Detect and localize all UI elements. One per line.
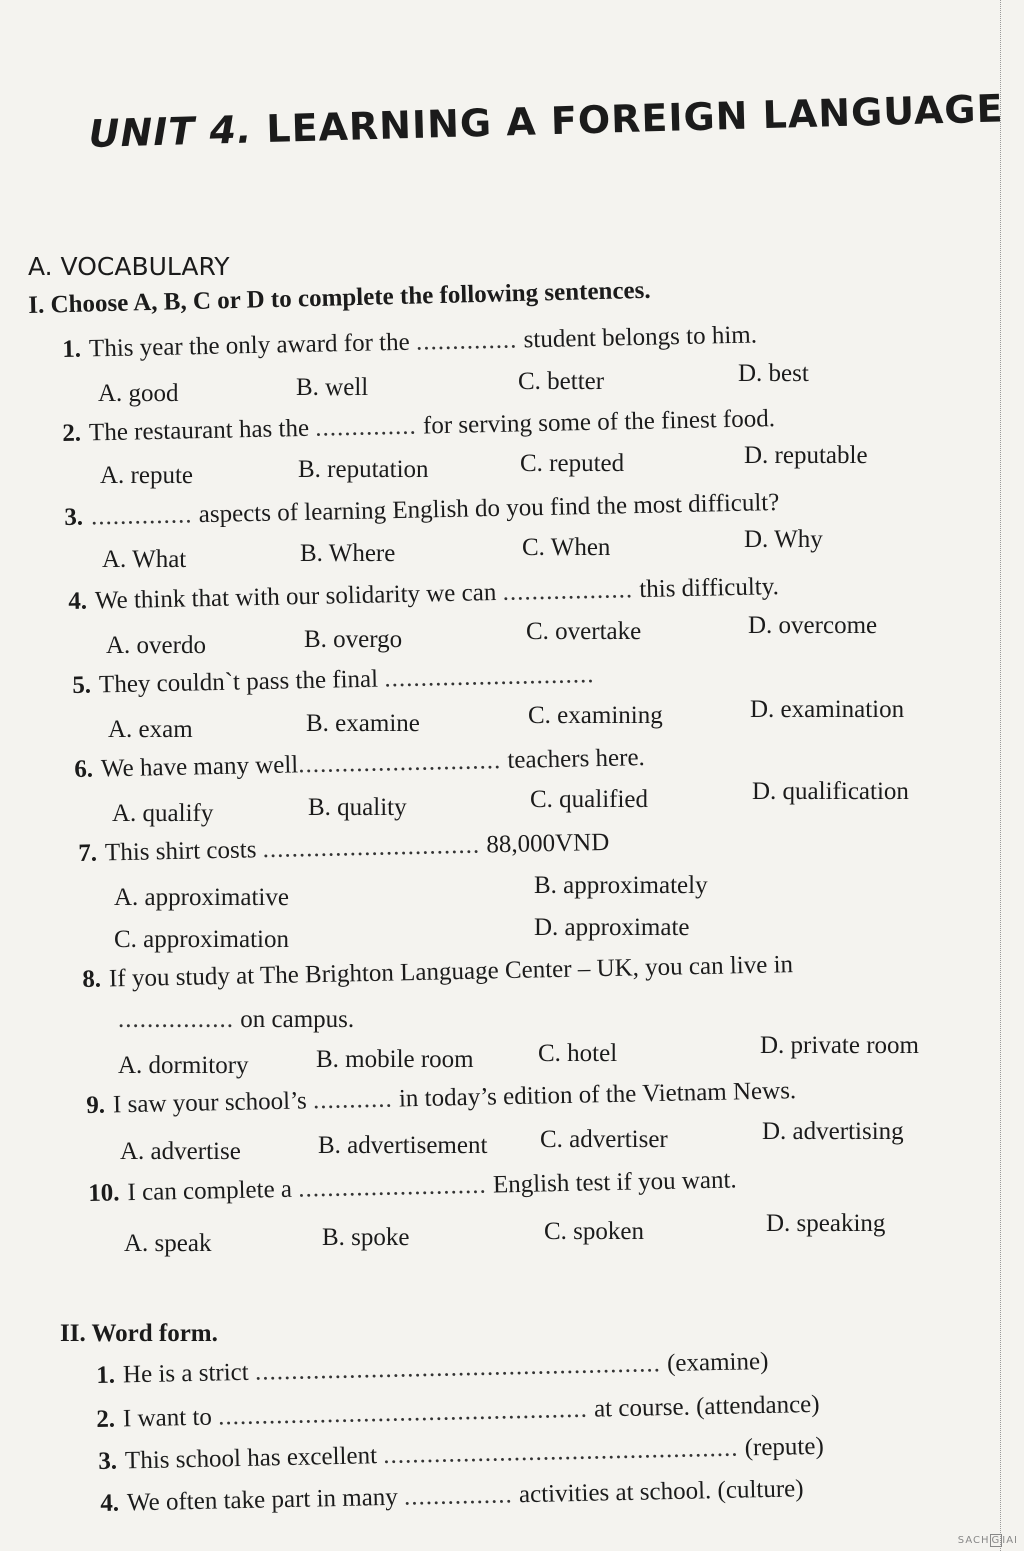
word-form-item-3 [98, 1433, 824, 1476]
unit-number: UNIT 4. [88, 107, 253, 156]
option-d: D. reputable [744, 442, 868, 469]
option-a: A. advertise [120, 1138, 241, 1165]
option-a: A. repute [100, 462, 194, 489]
question-5 [72, 661, 595, 700]
question-text: They couldn`t pass the final [98, 665, 379, 699]
option-c: C. spoken [544, 1218, 644, 1245]
item-hint: at course. (attendance) [593, 1390, 820, 1423]
question-8 [82, 951, 793, 994]
option-d: D. best [738, 360, 809, 387]
answer-blank: ........................................................ [254, 1350, 662, 1386]
question-text: I can complete a [127, 1175, 293, 1207]
item-number: 3. [98, 1447, 118, 1475]
logo-text-right: IAI [1002, 1535, 1018, 1546]
answer-blank: .............................. [262, 831, 481, 864]
word-form-item-1 [96, 1348, 769, 1390]
question-text-after: on campus. [240, 1006, 355, 1033]
question-text-after: this difficulty. [638, 573, 780, 604]
question-10 [88, 1166, 737, 1208]
option-a: A. dormitory [118, 1052, 249, 1079]
option-a: A. overdo [106, 632, 206, 659]
option-d: D. private room [760, 1032, 919, 1059]
question-7 [78, 829, 610, 868]
question-text: We think that with our solidarity we can [94, 579, 497, 615]
answer-blank: .............. [314, 412, 418, 442]
question-text-after: teachers here. [507, 744, 646, 774]
question-9 [86, 1077, 796, 1120]
item-text: He is a strict [122, 1358, 249, 1389]
option-d: D. examination [750, 696, 905, 723]
option-a: A. exam [108, 716, 193, 743]
question-2 [62, 405, 775, 448]
page-edge-line [1000, 0, 1002, 1551]
answer-blank: ............................ [297, 747, 502, 779]
item-hint: (repute) [744, 1432, 825, 1462]
question-number: 6. [74, 755, 94, 783]
question-text-after: 88,000VND [486, 828, 610, 859]
question-number: 1. [62, 335, 82, 363]
option-b: B. mobile room [316, 1046, 474, 1073]
logo-text-left: SACH [957, 1535, 990, 1546]
option-c: C. advertiser [540, 1126, 668, 1153]
option-b: B. examine [306, 710, 420, 737]
option-c: C. better [518, 368, 605, 395]
question-text: We have many well [100, 751, 299, 783]
answer-blank: ........... [312, 1085, 393, 1115]
option-a: A. qualify [112, 800, 214, 827]
question-4 [68, 573, 779, 616]
question-text-after: English test if you want. [492, 1166, 737, 1199]
option-c: C. approximation [114, 926, 289, 953]
answer-blank: ................................................. [382, 1434, 739, 1470]
part1-heading: I. Choose A, B, C or D to complete the following sentences. [28, 276, 651, 319]
option-d: D. Why [744, 526, 823, 553]
item-hint: activities at school. (culture) [518, 1475, 804, 1509]
option-c: C. overtake [526, 618, 642, 645]
item-text: We often take part in many [126, 1483, 399, 1517]
question-3 [64, 489, 780, 532]
answer-blank: ................................................... [217, 1395, 589, 1431]
question-number: 5. [72, 671, 92, 699]
question-number: 3. [64, 503, 84, 531]
word-form-item-4 [100, 1475, 804, 1518]
option-b: B. overgo [304, 626, 403, 653]
question-text-after: for serving some of the finest food. [422, 405, 776, 440]
option-b: B. Where [300, 540, 396, 567]
watermark-logo [958, 1534, 1018, 1547]
option-b: B. quality [308, 794, 407, 821]
question-text-after: student belongs to him. [523, 321, 758, 354]
item-text: I want to [122, 1403, 213, 1433]
option-b: B. well [296, 374, 369, 401]
question-8-line-2 [118, 1006, 354, 1034]
question-number: 4. [68, 587, 88, 615]
option-c: C. qualified [530, 786, 649, 813]
section-vocabulary-heading: A. VOCABULARY [28, 252, 230, 281]
question-text-after: aspects of learning English do you find the most difficult? [198, 489, 780, 529]
question-text: This year the only award for the [88, 328, 410, 363]
item-text: This school has excellent [124, 1442, 378, 1475]
option-a: A. good [98, 380, 179, 407]
option-b: B. advertisement [318, 1132, 488, 1159]
option-d: D. advertising [762, 1118, 904, 1145]
unit-title [88, 86, 1005, 156]
question-1 [62, 321, 757, 364]
question-number: 2. [62, 419, 82, 447]
answer-blank: ................ [118, 1006, 234, 1033]
option-c: C. hotel [538, 1040, 618, 1067]
answer-blank: .............. [415, 326, 518, 356]
option-c: C. examining [528, 702, 663, 729]
answer-blank: .............. [90, 501, 193, 531]
question-number: 8. [82, 965, 102, 993]
option-c: C. When [522, 534, 611, 561]
option-d: D. approximate [534, 914, 690, 941]
item-number: 4. [100, 1489, 120, 1517]
question-number: 9. [86, 1091, 106, 1119]
question-text: The restaurant has the [88, 414, 310, 447]
option-a: A. What [102, 546, 187, 573]
option-c: C. reputed [520, 450, 625, 477]
question-6 [74, 744, 645, 784]
option-a: A. approximative [114, 884, 289, 911]
unit-name: LEARNING A FOREIGN LANGUAGE [265, 86, 1005, 152]
answer-blank: ............................. [384, 661, 595, 693]
option-d: D. qualification [752, 778, 909, 805]
question-text: This shirt costs [104, 836, 257, 867]
option-b: B. spoke [322, 1224, 410, 1251]
question-text: I saw your school’s [112, 1087, 308, 1119]
item-hint: (examine) [666, 1347, 769, 1378]
answer-blank: .................. [502, 576, 634, 606]
item-number: 1. [96, 1361, 116, 1389]
question-text: If you study at The Brighton Language Center – UK, you can live in [108, 951, 794, 993]
logo-box: G [991, 1535, 1001, 1546]
option-a: A. speak [124, 1230, 212, 1257]
question-number: 10. [88, 1179, 120, 1207]
question-text-after: in today’s edition of the Vietnam News. [398, 1077, 797, 1113]
item-number: 2. [96, 1405, 116, 1433]
part2-heading: II. Word form. [60, 1320, 218, 1347]
option-d: D. overcome [748, 612, 878, 639]
answer-blank: ............... [403, 1481, 514, 1511]
question-number: 7. [78, 839, 98, 867]
option-b: B. reputation [298, 456, 429, 483]
option-d: D. speaking [766, 1210, 886, 1237]
answer-blank: .......................... [297, 1171, 487, 1203]
option-b: B. approximately [534, 872, 708, 899]
word-form-item-2 [96, 1391, 820, 1434]
